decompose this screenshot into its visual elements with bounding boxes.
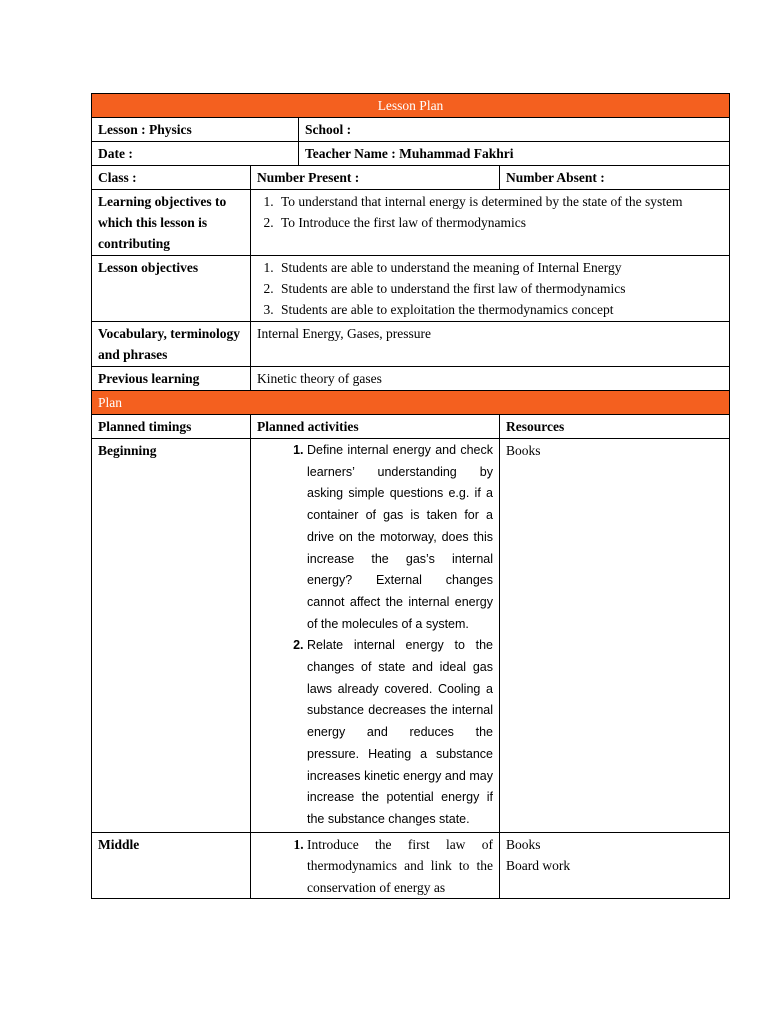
date-field: Date : <box>92 142 299 166</box>
resource-item: Books <box>506 443 541 458</box>
list-item: 2. Relate internal energy to the changes of state and ideal gas laws already covered. Cooling a substance decreases the internal energy and reduces the pressure. Heating a substance increases kinetic energy and may increase the potential energy if the substance changes state. <box>307 635 493 830</box>
lesson-objectives-list <box>257 257 723 320</box>
stage-resources-middle <box>500 832 730 898</box>
lesson-plan-table <box>91 93 730 899</box>
learning-objectives-cell <box>251 190 730 256</box>
column-header-timings: Planned timings <box>92 415 251 439</box>
number-present-field: Number Present : <box>251 166 500 190</box>
activities-list <box>257 440 493 831</box>
vocabulary-value: Internal Energy, Gases, pressure <box>251 322 730 367</box>
learning-objectives-list <box>257 191 723 233</box>
table-row <box>92 439 730 833</box>
stage-resources-beginning <box>500 439 730 833</box>
lesson-objectives-label: Lesson objectives <box>92 256 251 322</box>
vocabulary-label: Vocabulary, terminology and phrases <box>92 322 251 367</box>
activities-list <box>257 834 493 897</box>
class-field: Class : <box>92 166 251 190</box>
list-item: 3. Students are able to exploitation the thermodynamics concept <box>277 299 723 320</box>
previous-learning-value: Kinetic theory of gases <box>251 367 730 391</box>
list-item: 1. Define internal energy and check learners’ understanding by asking simple questions e.g. if a container of gas is taken for a drive on the motorway, does this increase the gas’s internal energy? External changes cannot affect the internal energy of the molecules of a system. <box>307 440 493 635</box>
lesson-objectives-cell <box>251 256 730 322</box>
learning-objectives-label: Learning objectives to which this lesson is contributing <box>92 190 251 256</box>
previous-learning-label: Previous learning <box>92 367 251 391</box>
lesson-plan-title: Lesson Plan <box>92 94 730 118</box>
list-item: 1. Introduce the first law of thermodynamics and link to the conservation of energy as <box>307 834 493 897</box>
list-item: 1. To understand that internal energy is determined by the state of the system <box>277 191 723 212</box>
column-header-resources: Resources <box>500 415 730 439</box>
list-item: 2. Students are able to understand the first law of thermodynamics <box>277 278 723 299</box>
list-item: 2. To Introduce the first law of thermodynamics <box>277 212 723 233</box>
column-header-activities: Planned activities <box>251 415 500 439</box>
school-field: School : <box>299 118 730 142</box>
stage-activities-beginning <box>251 439 500 833</box>
activities-clip <box>257 834 493 897</box>
plan-header: Plan <box>92 391 730 415</box>
resource-item: Books <box>506 836 541 852</box>
teacher-name-field: Teacher Name : Muhammad Fakhri <box>299 142 730 166</box>
list-item: 1. Students are able to understand the meaning of Internal Energy <box>277 257 723 278</box>
table-row <box>92 832 730 898</box>
stage-timing-beginning: Beginning <box>92 439 251 833</box>
resource-item: Board work <box>506 857 571 873</box>
number-absent-field: Number Absent : <box>500 166 730 190</box>
stage-activities-middle <box>251 832 500 898</box>
stage-timing-middle: Middle <box>92 832 251 898</box>
lesson-field: Lesson : Physics <box>92 118 299 142</box>
